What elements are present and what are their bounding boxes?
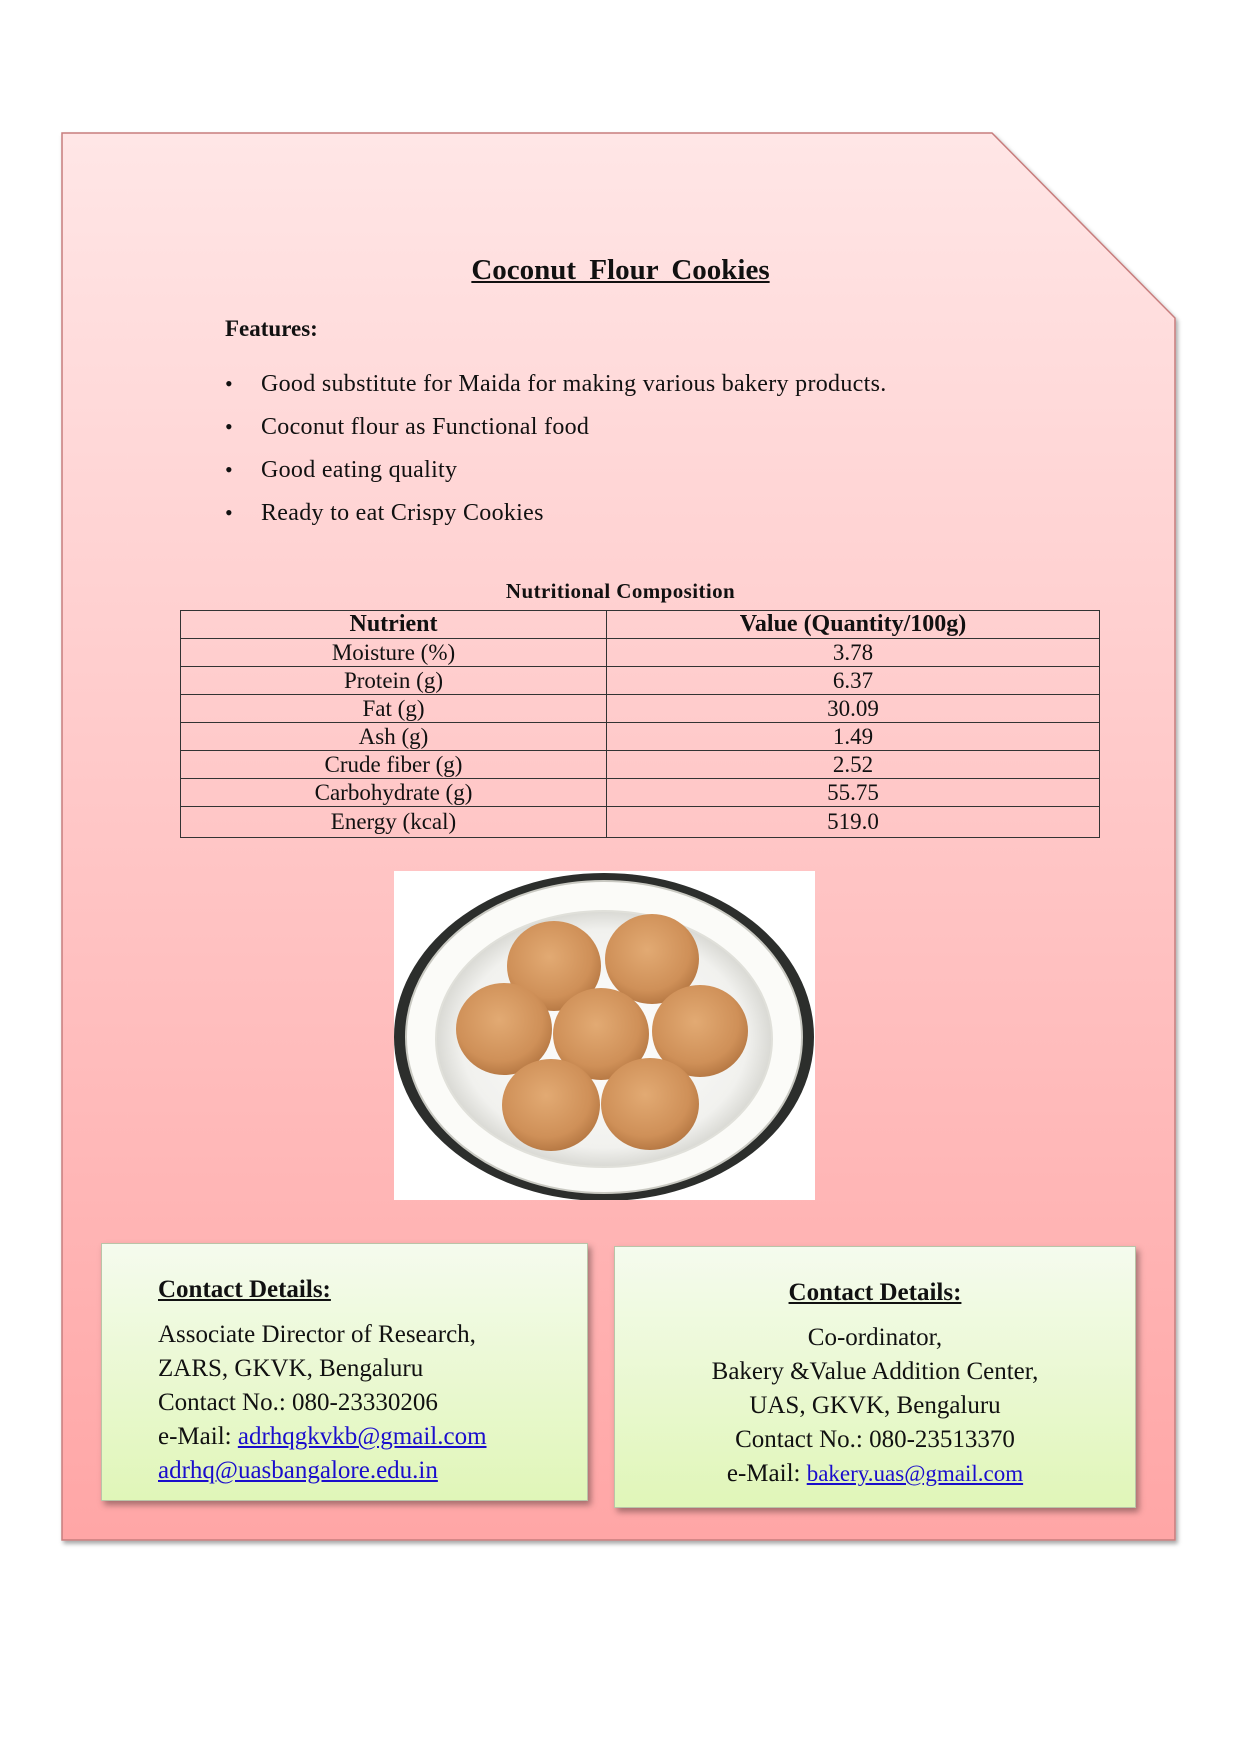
- nutrient-cell: Fat (g): [181, 695, 607, 723]
- nutrient-cell: Protein (g): [181, 667, 607, 695]
- nutrient-cell: Energy (kcal): [181, 807, 607, 838]
- value-cell: 1.49: [607, 723, 1100, 751]
- table-header-row: [181, 611, 1100, 639]
- table-row: [181, 667, 1100, 695]
- email-label: e-Mail:: [726, 1460, 801, 1487]
- contact-designation: Associate Director of Research,: [158, 1321, 476, 1348]
- nutrient-cell: Carbohydrate (g): [181, 779, 607, 807]
- list-item: • Good substitute for Maida for making various bakery products.: [225, 362, 887, 405]
- contact-email-line: [158, 1454, 587, 1488]
- contact-organization: Bakery &Value Addition Center,: [711, 1358, 1039, 1385]
- contact-heading: Contact Details:: [158, 1276, 331, 1303]
- features-list: [225, 362, 887, 534]
- cookies-photo: [394, 871, 815, 1200]
- cookie-plate-illustration: [394, 871, 815, 1200]
- value-cell: 6.37: [607, 667, 1100, 695]
- table-row: [181, 751, 1100, 779]
- contact-email-line: [615, 1457, 1135, 1491]
- email-link[interactable]: bakery.uas@gmail.com: [806, 1461, 1024, 1486]
- value-cell: 55.75: [607, 779, 1100, 807]
- nutrition-table-title: Nutritional Composition: [505, 579, 736, 603]
- contact-designation: Co-ordinator,: [807, 1324, 943, 1351]
- value-cell: 2.52: [607, 751, 1100, 779]
- contact-phone: Contact No.: 080-23513370: [735, 1426, 1015, 1453]
- contact-email-line: [158, 1420, 587, 1454]
- nutrient-cell: Crude fiber (g): [181, 751, 607, 779]
- list-item: • Good eating quality: [225, 448, 887, 491]
- contact-phone: Contact No.: 080-23330206: [158, 1389, 438, 1416]
- email-link[interactable]: adrhq@uasbangalore.edu.in: [158, 1457, 438, 1484]
- nutrient-cell: Ash (g): [181, 723, 607, 751]
- contact-box-research: [101, 1243, 588, 1501]
- contact-box-bakery: [614, 1246, 1136, 1508]
- nutrient-cell: Moisture (%): [181, 639, 607, 667]
- list-item: • Coconut flour as Functional food: [225, 405, 887, 448]
- table-row: [181, 807, 1100, 838]
- email-link[interactable]: adrhqgkvkb@gmail.com: [237, 1423, 487, 1450]
- column-header-nutrient: Nutrient: [181, 611, 607, 639]
- contact-address: ZARS, GKVK, Bengaluru: [158, 1355, 424, 1382]
- table-row: [181, 779, 1100, 807]
- features-heading: Features:: [225, 316, 318, 341]
- page-title: Coconut Flour Cookies: [471, 254, 770, 286]
- table-row: [181, 723, 1100, 751]
- value-cell: 519.0: [607, 807, 1100, 838]
- value-cell: 30.09: [607, 695, 1100, 723]
- table-row: [181, 695, 1100, 723]
- contact-heading: Contact Details:: [788, 1279, 962, 1306]
- table-row: [181, 639, 1100, 667]
- nutrition-table: [180, 610, 1100, 838]
- value-cell: 3.78: [607, 639, 1100, 667]
- column-header-value: Value (Quantity/100g): [607, 611, 1100, 639]
- email-label: e-Mail:: [158, 1423, 232, 1450]
- list-item: • Ready to eat Crispy Cookies: [225, 491, 887, 534]
- contact-address: UAS, GKVK, Bengaluru: [749, 1392, 1001, 1419]
